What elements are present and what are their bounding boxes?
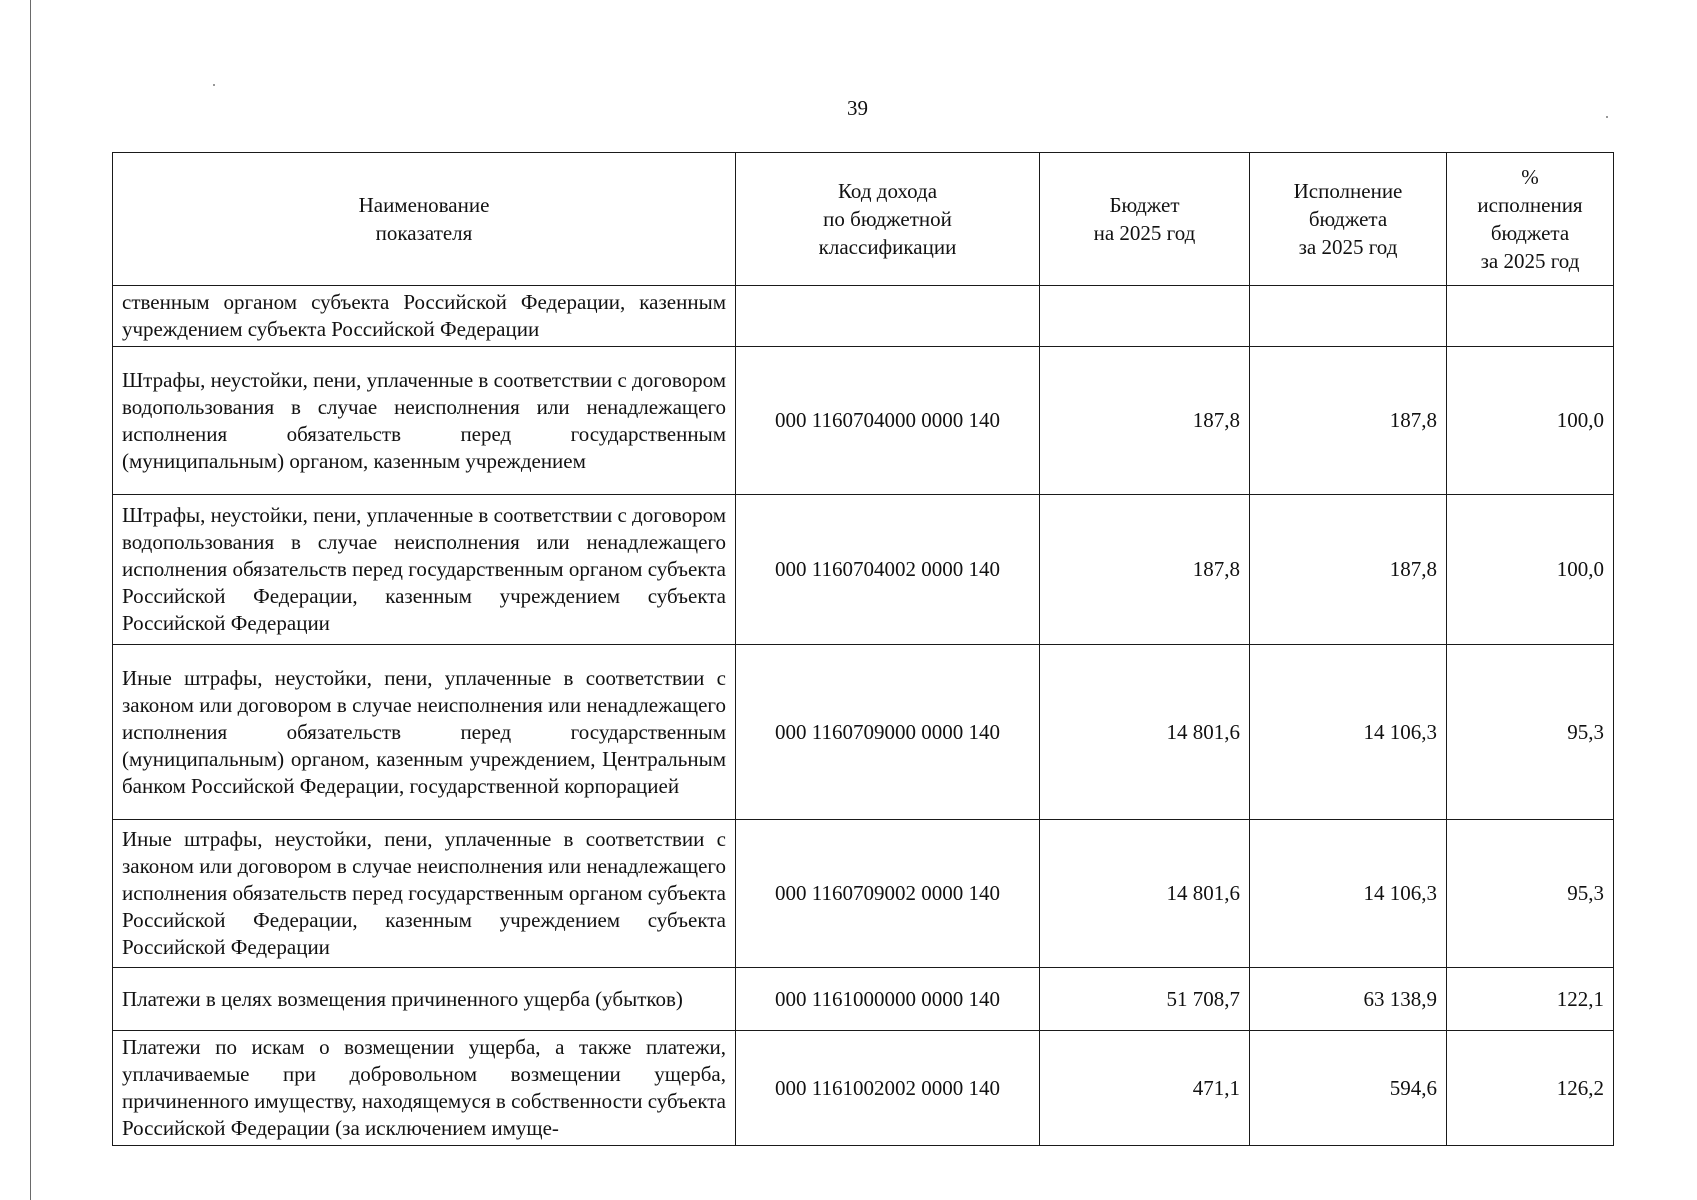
income-code-cell [736, 286, 1040, 347]
percent-cell: 122,1 [1447, 968, 1614, 1031]
table-row [113, 820, 1614, 968]
indicator-name-cell: Штрафы, неустойки, пени, уплаченные в соответствии с договором водопользования в случае неисполнения или ненадлежащего исполнения обязательств перед государственным (муниципальным) органом, казенным учреждением [113, 347, 736, 495]
header-indicator-name: Наименование показателя [113, 153, 736, 286]
percent-cell: 100,0 [1447, 495, 1614, 645]
indicator-name-cell: Платежи по искам о возмещении ущерба, а также платежи, уплачиваемые при добровольном возмещении ущерба, причиненного имуществу, находящемуся в собственности субъекта Российской Федерации (за исключением имуще- [113, 1031, 736, 1146]
budget-cell: 187,8 [1040, 495, 1250, 645]
percent-cell [1447, 286, 1614, 347]
header-execution-percent: % исполнения бюджета за 2025 год [1447, 153, 1614, 286]
page-number: 39 [847, 96, 868, 120]
budget-cell: 471,1 [1040, 1031, 1250, 1146]
execution-cell: 14 106,3 [1250, 820, 1447, 968]
table-row [113, 1031, 1614, 1146]
table-row [113, 968, 1614, 1031]
table-header-row [113, 153, 1614, 286]
indicator-name-cell: ственным органом субъекта Российской Федерации, казенным учреждением субъекта Российской Федерации [113, 286, 736, 347]
header-execution: Исполнение бюджета за 2025 год [1250, 153, 1447, 286]
percent-cell: 126,2 [1447, 1031, 1614, 1146]
indicator-name-cell: Иные штрафы, неустойки, пени, уплаченные в соответствии с законом или договором в случае неисполнения или ненадлежащего исполнения обязательств перед государственным органом субъекта Российской Федерации, казенным учреждением субъекта Российской Федерации [113, 820, 736, 968]
execution-cell [1250, 286, 1447, 347]
income-code-cell: 000 1160709000 0000 140 [736, 645, 1040, 820]
scan-margin-line [30, 0, 31, 1200]
header-budget: Бюджет на 2025 год [1040, 153, 1250, 286]
scan-speck [213, 84, 215, 86]
indicator-name-cell: Иные штрафы, неустойки, пени, уплаченные в соответствии с законом или договором в случае неисполнения или ненадлежащего исполнения обязательств перед государственным (муниципальным) органом, казенным учреждением, Центральным банком Российской Федерации, государственной корпорацией [113, 645, 736, 820]
table-row [113, 495, 1614, 645]
percent-cell: 100,0 [1447, 347, 1614, 495]
indicator-name-cell: Платежи в целях возмещения причиненного ущерба (убытков) [113, 968, 736, 1031]
table-row [113, 645, 1614, 820]
execution-cell: 594,6 [1250, 1031, 1447, 1146]
income-code-cell: 000 1160709002 0000 140 [736, 820, 1040, 968]
income-code-cell: 000 1161000000 0000 140 [736, 968, 1040, 1031]
budget-cell: 14 801,6 [1040, 645, 1250, 820]
execution-cell: 187,8 [1250, 347, 1447, 495]
budget-cell: 187,8 [1040, 347, 1250, 495]
table-row [113, 286, 1614, 347]
income-code-cell: 000 1160704000 0000 140 [736, 347, 1040, 495]
income-code-cell: 000 1161002002 0000 140 [736, 1031, 1040, 1146]
budget-cell: 51 708,7 [1040, 968, 1250, 1031]
budget-cell [1040, 286, 1250, 347]
table-row [113, 347, 1614, 495]
budget-cell: 14 801,6 [1040, 820, 1250, 968]
income-code-cell: 000 1160704002 0000 140 [736, 495, 1040, 645]
percent-cell: 95,3 [1447, 820, 1614, 968]
execution-cell: 187,8 [1250, 495, 1447, 645]
percent-cell: 95,3 [1447, 645, 1614, 820]
execution-cell: 14 106,3 [1250, 645, 1447, 820]
execution-cell: 63 138,9 [1250, 968, 1447, 1031]
budget-execution-table [112, 152, 1614, 1146]
header-income-code: Код дохода по бюджетной классификации [736, 153, 1040, 286]
indicator-name-cell: Штрафы, неустойки, пени, уплаченные в соответствии с договором водопользования в случае неисполнения или ненадлежащего исполнения обязательств перед государственным органом субъекта Российской Федерации, казенным учреждением субъекта Российской Федерации [113, 495, 736, 645]
